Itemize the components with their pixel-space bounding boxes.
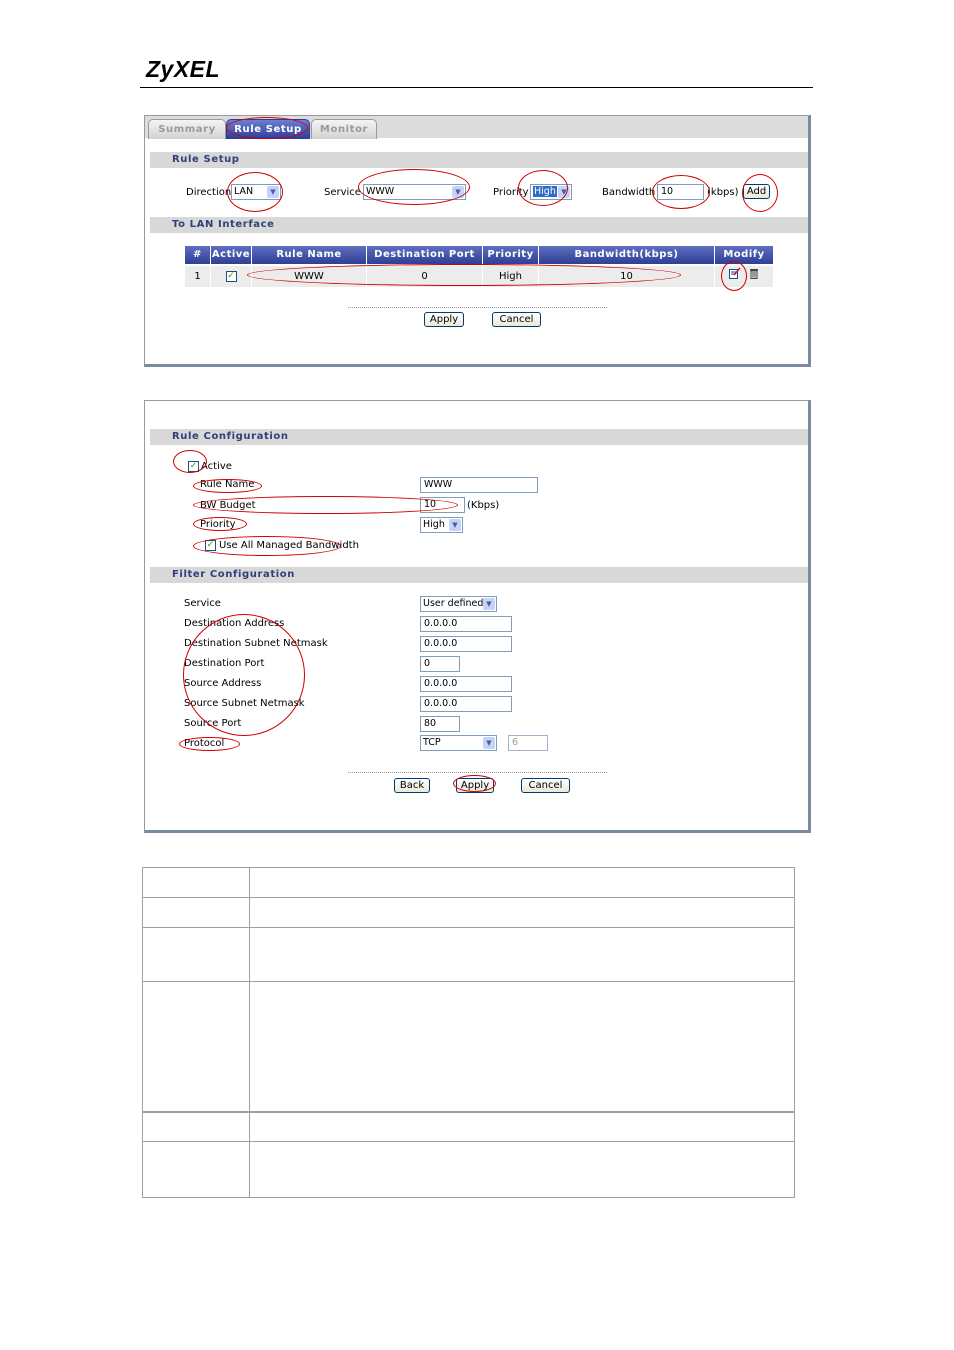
edit-icon[interactable] [729, 266, 741, 287]
source-port-label: Source Port [184, 718, 242, 729]
col-priority: Priority [483, 246, 539, 264]
table-row [143, 1141, 794, 1197]
rule-name-input[interactable]: WWW [420, 477, 538, 493]
table-cell [143, 1113, 250, 1143]
col-num: # [185, 246, 211, 264]
bw-budget-label: BW Budget [200, 500, 256, 511]
cancel-button[interactable]: Cancel [492, 312, 541, 327]
cancel-button[interactable]: Cancel [521, 778, 570, 793]
active-label: Active [201, 461, 232, 472]
row-rule-name: WWW [252, 266, 367, 287]
destination-port-input[interactable]: 0 [420, 656, 460, 672]
use-all-bandwidth-checkbox[interactable]: ✓ [206, 540, 215, 550]
bandwidth-label: Bandwidth [602, 187, 656, 198]
header-divider [140, 87, 813, 88]
divider [348, 307, 607, 308]
add-button[interactable]: Add [743, 184, 770, 199]
bw-budget-input[interactable]: 10 [420, 497, 465, 513]
table-cell [143, 982, 250, 1112]
active-checkbox[interactable]: ✓ [189, 461, 198, 471]
rule-configuration-panel [144, 400, 811, 833]
row-active-cell [211, 266, 252, 287]
table-cell [143, 868, 250, 898]
destination-netmask-input[interactable]: 0.0.0.0 [420, 636, 512, 652]
col-rule-name: Rule Name [252, 246, 367, 264]
row-priority: High [483, 266, 539, 287]
chevron-down-icon: ▼ [449, 519, 461, 531]
table-row [143, 1111, 794, 1143]
col-bandwidth: Bandwidth(kbps) [539, 246, 715, 264]
chevron-down-icon: ▼ [267, 186, 279, 198]
col-destination-port: Destination Port [367, 246, 483, 264]
back-button[interactable]: Back [394, 778, 430, 793]
table-row [185, 266, 773, 287]
source-netmask-input[interactable]: 0.0.0.0 [420, 696, 512, 712]
zyxel-logo: ZyXEL [146, 56, 221, 82]
destination-address-label: Destination Address [184, 618, 285, 629]
priority-label: Priority [200, 519, 236, 530]
service-select[interactable]: WWW ▼ [363, 184, 466, 200]
direction-select[interactable]: LAN ▼ [231, 184, 281, 200]
description-table [142, 867, 795, 1198]
section-rule-setup: Rule Setup [150, 152, 808, 168]
service-label: Service [184, 598, 221, 609]
source-address-label: Source Address [184, 678, 262, 689]
col-modify: Modify [715, 246, 773, 264]
row-modify-cell [715, 266, 773, 287]
priority-select[interactable]: High ▼ [420, 517, 463, 533]
priority-select[interactable]: High ▼ [530, 184, 572, 200]
protocol-number-input: 6 [508, 735, 548, 751]
table-row [143, 868, 794, 898]
table-row [143, 897, 794, 928]
table-header [185, 246, 773, 264]
table-cell [143, 928, 250, 982]
table-cell [143, 898, 250, 928]
destination-port-label: Destination Port [184, 658, 265, 669]
section-filter-configuration: Filter Configuration [150, 567, 808, 583]
source-address-input[interactable]: 0.0.0.0 [420, 676, 512, 692]
protocol-select[interactable]: TCP ▼ [420, 735, 497, 751]
rule-name-label: Rule Name [200, 479, 255, 490]
row-active-checkbox[interactable]: ✓ [227, 270, 235, 281]
tab-summary[interactable]: Summary [148, 119, 226, 139]
table-cell [143, 1142, 250, 1197]
row-num: 1 [185, 266, 211, 287]
trash-icon[interactable] [749, 266, 759, 287]
protocol-label: Protocol [184, 738, 225, 749]
bandwidth-unit: (kbps) [707, 187, 739, 198]
chevron-down-icon: ▼ [483, 598, 495, 610]
bw-budget-unit: (Kbps) [467, 500, 500, 511]
col-active: Active [211, 246, 252, 264]
table-row [143, 927, 794, 982]
rules-table [185, 246, 773, 287]
service-select[interactable]: User defined ▼ [420, 596, 497, 612]
section-to-lan-interface: To LAN Interface [150, 217, 808, 233]
divider [348, 772, 607, 773]
apply-button[interactable]: Apply [456, 778, 494, 793]
tab-monitor[interactable]: Monitor [311, 119, 377, 139]
priority-label: Priority [493, 187, 529, 198]
chevron-down-icon: ▼ [558, 186, 570, 198]
table-row [143, 981, 794, 1112]
rule-setup-panel [144, 115, 811, 367]
section-rule-configuration: Rule Configuration [150, 429, 808, 445]
apply-button[interactable]: Apply [424, 312, 464, 327]
destination-netmask-label: Destination Subnet Netmask [184, 638, 328, 649]
bandwidth-input[interactable]: 10 [657, 184, 704, 200]
tab-rule-setup[interactable]: Rule Setup [226, 119, 310, 139]
chevron-down-icon: ▼ [452, 186, 464, 198]
source-port-input[interactable]: 80 [420, 716, 460, 732]
use-all-bandwidth-label: Use All Managed Bandwidth [219, 540, 359, 551]
chevron-down-icon: ▼ [483, 737, 495, 749]
source-netmask-label: Source Subnet Netmask [184, 698, 305, 709]
service-label: Service [324, 187, 361, 198]
direction-label: Direction [186, 187, 232, 198]
tab-bar [145, 116, 808, 138]
row-destination-port: 0 [367, 266, 483, 287]
row-bandwidth: 10 [539, 266, 715, 287]
destination-address-input[interactable]: 0.0.0.0 [420, 616, 512, 632]
